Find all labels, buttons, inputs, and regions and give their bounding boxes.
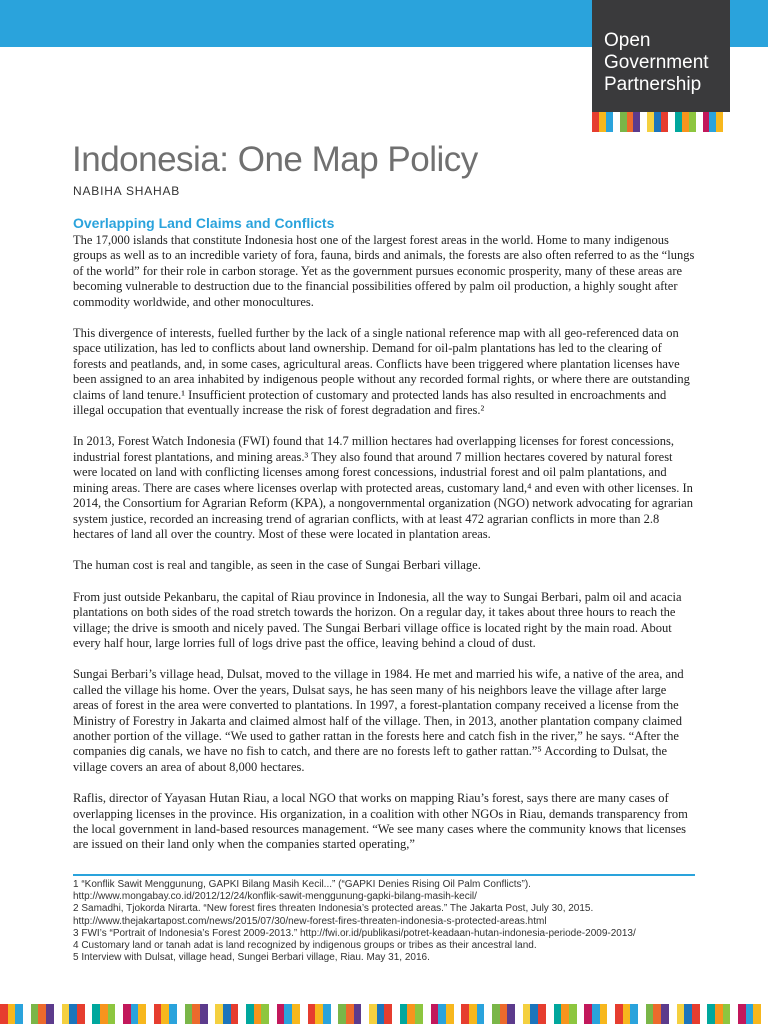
stripe-segment: [515, 1004, 523, 1024]
stripe-segment: [606, 112, 613, 132]
stripe-segment: [500, 1004, 508, 1024]
stripe-segment: [146, 1004, 154, 1024]
stripe-segment: [361, 1004, 369, 1024]
stripe-segment: [746, 1004, 754, 1024]
stripe-segment: [507, 1004, 515, 1024]
stripe-segment: [492, 1004, 500, 1024]
stripe-segment: [723, 112, 730, 132]
stripe-segment: [646, 1004, 654, 1024]
stripe-segment: [753, 1004, 761, 1024]
stripe-segment: [577, 1004, 585, 1024]
stripe-segment: [623, 1004, 631, 1024]
stripe-segment: [277, 1004, 285, 1024]
stripe-segment: [192, 1004, 200, 1024]
stripe-segment: [715, 1004, 723, 1024]
stripe-segment: [738, 1004, 746, 1024]
stripe-segment: [761, 1004, 768, 1024]
stripe-segment: [69, 1004, 77, 1024]
page-title: Indonesia: One Map Policy: [72, 140, 478, 179]
stripe-segment: [238, 1004, 246, 1024]
footnotes: [73, 879, 713, 964]
stripe-segment: [530, 1004, 538, 1024]
stripe-segment: [607, 1004, 615, 1024]
footnote-divider: [73, 874, 695, 876]
stripe-segment: [8, 1004, 16, 1024]
stripe-segment: [407, 1004, 415, 1024]
stripe-segment: [592, 112, 599, 132]
stripe-segment: [709, 112, 716, 132]
stripe-segment: [446, 1004, 454, 1024]
stripe-segment: [100, 1004, 108, 1024]
stripe-segment: [684, 1004, 692, 1024]
stripe-segment: [77, 1004, 85, 1024]
stripe-segment: [438, 1004, 446, 1024]
stripe-segment: [284, 1004, 292, 1024]
stripe-segment: [392, 1004, 400, 1024]
stripe-segment: [223, 1004, 231, 1024]
stripe-segment: [538, 1004, 546, 1024]
stripe-segment: [254, 1004, 262, 1024]
stripe-segment: [261, 1004, 269, 1024]
stripe-segment: [131, 1004, 139, 1024]
stripe-segment: [431, 1004, 439, 1024]
stripe-segment: [638, 1004, 646, 1024]
stripe-segment: [640, 112, 647, 132]
paragraph: Raflis, director of Yayasan Hutan Riau, a local NGO that works on mapping Riau’s forest, says there are many cases of overlapping licenses in the province. His organization, in a coalition with other NGOs in Riau, demands transparency from the local government in land-based resources management. “We see many cases where the community knows that licenses are issued on their land only when the companies started operating,”: [73, 791, 688, 852]
paragraph: The 17,000 islands that constitute Indonesia host one of the largest forest areas in the world. Home to many indigenous groups as well as to an incredible variety of fora, fauna, birds and animals, the forests are also often referred to as the “lungs of the world” for their role in carbon storage. Yet as the government pursues economic prosperity, many of these areas are becoming vulnerable to destruction due to the financial possibilities offered by palm oil production, a highly sought after commodity worldwide, and other monocultures.: [73, 233, 695, 309]
stripe-segment: [703, 112, 710, 132]
stripe-segment: [85, 1004, 93, 1024]
logo-line-2: Government: [604, 52, 709, 73]
stripe-segment: [620, 112, 627, 132]
stripe-segment: [615, 1004, 623, 1024]
stripe-segment: [654, 112, 661, 132]
stripe-segment: [138, 1004, 146, 1024]
stripe-segment: [633, 112, 640, 132]
stripe-segment: [716, 112, 723, 132]
stripe-segment: [246, 1004, 254, 1024]
stripe-segment: [415, 1004, 423, 1024]
stripe-segment: [600, 1004, 608, 1024]
stripe-segment: [647, 112, 654, 132]
footer-color-stripe: [0, 1004, 768, 1024]
stripe-segment: [400, 1004, 408, 1024]
paragraph: The human cost is real and tangible, as seen in the case of Sungai Berbari village.: [73, 558, 481, 573]
stripe-segment: [338, 1004, 346, 1024]
stripe-segment: [484, 1004, 492, 1024]
stripe-segment: [354, 1004, 362, 1024]
stripe-segment: [46, 1004, 54, 1024]
stripe-segment: [675, 112, 682, 132]
stripe-segment: [369, 1004, 377, 1024]
footnote: 4 Customary land or tanah adat is land recognized by indigenous groups or tribes as their ancestral land.: [73, 940, 537, 952]
stripe-segment: [300, 1004, 308, 1024]
stripe-segment: [592, 1004, 600, 1024]
stripe-segment: [31, 1004, 39, 1024]
paragraph: From just outside Pekanbaru, the capital of Riau province in Indonesia, all the way to Sungai Berbari, palm oil and acacia plantations on both sides of the road stretch towards the horizon. On a regular day, it takes about three hours to reach the village; the drive is smooth and nicely paved. The Sungai Berbari village office is located right by the main road. About every half hour, large lorries full of logs drive past the office, leaving behind a cloud of dust.: [73, 589, 682, 650]
stripe-segment: [599, 112, 606, 132]
stripe-segment: [108, 1004, 116, 1024]
author-name: NABIHA SHAHAB: [73, 184, 181, 198]
stripe-segment: [115, 1004, 123, 1024]
stripe-segment: [384, 1004, 392, 1024]
article-body: [73, 233, 695, 869]
stripe-segment: [700, 1004, 708, 1024]
stripe-segment: [177, 1004, 185, 1024]
stripe-segment: [346, 1004, 354, 1024]
stripe-segment: [661, 1004, 669, 1024]
stripe-segment: [292, 1004, 300, 1024]
stripe-segment: [477, 1004, 485, 1024]
stripe-segment: [561, 1004, 569, 1024]
stripe-segment: [377, 1004, 385, 1024]
ogp-logo: [592, 0, 730, 112]
stripe-segment: [569, 1004, 577, 1024]
stripe-segment: [677, 1004, 685, 1024]
footnote: 5 Interview with Dulsat, village head, Sungei Berbari village, Riau. May 31, 2016.: [73, 952, 430, 964]
stripe-segment: [630, 1004, 638, 1024]
stripe-segment: [613, 112, 620, 132]
stripe-segment: [38, 1004, 46, 1024]
stripe-segment: [653, 1004, 661, 1024]
stripe-segment: [661, 112, 668, 132]
stripe-segment: [15, 1004, 23, 1024]
stripe-segment: [23, 1004, 31, 1024]
stripe-segment: [200, 1004, 208, 1024]
stripe-segment: [692, 1004, 700, 1024]
logo-color-stripe: [592, 112, 730, 132]
stripe-segment: [682, 112, 689, 132]
stripe-segment: [315, 1004, 323, 1024]
stripe-segment: [469, 1004, 477, 1024]
stripe-segment: [0, 1004, 8, 1024]
stripe-segment: [461, 1004, 469, 1024]
stripe-segment: [723, 1004, 731, 1024]
stripe-segment: [554, 1004, 562, 1024]
stripe-segment: [92, 1004, 100, 1024]
stripe-segment: [323, 1004, 331, 1024]
stripe-segment: [308, 1004, 316, 1024]
stripe-segment: [454, 1004, 462, 1024]
stripe-segment: [231, 1004, 239, 1024]
stripe-segment: [707, 1004, 715, 1024]
footnote: 1 “Konflik Sawit Menggunung, GAPKI Bilang Masih Kecil...” (“GAPKI Denies Rising Oil Palm Conflicts”). http://www.mongabay.co.id/2012/12/24/konflik-sawit-menggunung-gapki-bilang-masih-kecil/: [73, 879, 531, 903]
stripe-segment: [523, 1004, 531, 1024]
stripe-segment: [154, 1004, 162, 1024]
paragraph: In 2013, Forest Watch Indonesia (FWI) found that 14.7 million hectares had overlapping licenses for forest concessions, industrial forest plantations, and mining areas.³ They also found that around 7 million hectares covered by natural forest were located on land with conflicting licenses among forest concessions, industrial forest and oil palm plantations, and mining areas. There are cases where licenses overlap with protected areas, customary land,⁴ and even with other licenses. In 2014, the Consortium for Agrarian Reform (KPA), a nongovernmental organization (NGO) network advocating for agrarian system justice, recorded an increasing trend of agrarian conflicts, with at least 472 agrarian conflicts in more than 2.8 hectares of land all over the country. Most of these were located in plantation areas.: [73, 434, 693, 541]
stripe-segment: [123, 1004, 131, 1024]
stripe-segment: [161, 1004, 169, 1024]
stripe-segment: [185, 1004, 193, 1024]
stripe-segment: [668, 112, 675, 132]
logo-line-3: Partnership: [604, 74, 702, 95]
stripe-segment: [169, 1004, 177, 1024]
stripe-segment: [627, 112, 634, 132]
stripe-segment: [208, 1004, 216, 1024]
stripe-segment: [331, 1004, 339, 1024]
stripe-segment: [730, 1004, 738, 1024]
stripe-segment: [669, 1004, 677, 1024]
stripe-segment: [62, 1004, 70, 1024]
paragraph: This divergence of interests, fuelled further by the lack of a single national reference map with all geo-referenced data on space utilization, has led to conflicts about land ownership. Demand for oil-palm plantations has led to the clearing of forests and peatlands, and, in some cases, agricultural areas. Conflicts have been triggered where plantation licenses have been assigned to an area inhabited by indigenous people without any recorded formal rights, or where there are outstanding claims of land tenure.¹ Insufficient protection of customary and protected lands has also resulted in encroachments and illegal occupation that eventually increase the risk of forest degradation and fires.²: [73, 326, 690, 418]
stripe-segment: [423, 1004, 431, 1024]
stripe-segment: [546, 1004, 554, 1024]
section-heading: Overlapping Land Claims and Conflicts: [73, 215, 335, 231]
stripe-segment: [54, 1004, 62, 1024]
stripe-segment: [689, 112, 696, 132]
stripe-segment: [584, 1004, 592, 1024]
footnote: 2 Samadhi, Tjokorda Nirarta. “New forest fires threaten Indonesia’s protected areas.” The Jakarta Post, July 30, 2015. http://www.thejakartapost.com/news/2015/07/30/new-forest-fires-threaten-indonesia-s-protected-areas.html: [73, 903, 594, 927]
logo-line-1: Open: [604, 30, 651, 51]
stripe-segment: [215, 1004, 223, 1024]
stripe-segment: [269, 1004, 277, 1024]
stripe-segment: [696, 112, 703, 132]
paragraph: Sungai Berbari’s village head, Dulsat, moved to the village in 1984. He met and married his wife, a native of the area, and called the village his home. Over the years, Dulsat says, he has seen many of his neighbors leave the village after large areas of forest in the area were converted to plantations. In 1997, a forest-plantation company received a license from the Ministry of Forestry in Jakarta and claimed almost half of the village. Then, in 2013, another plantation company claimed another portion of the village. “We used to gather rattan in the forests here and catch fish in the river,” he says. “After the companies dig canals, we have no fish to catch, and there are no forests left to gather rattan.”⁵ According to Dulsat, the village covers an area of about 8,000 hectares.: [73, 667, 684, 774]
footnote: 3 FWI’s “Portrait of Indonesia’s Forest 2009-2013.” http://fwi.or.id/publikasi/potret-keadaan-hutan-indonesia-periode-2009-2013/: [73, 927, 636, 939]
